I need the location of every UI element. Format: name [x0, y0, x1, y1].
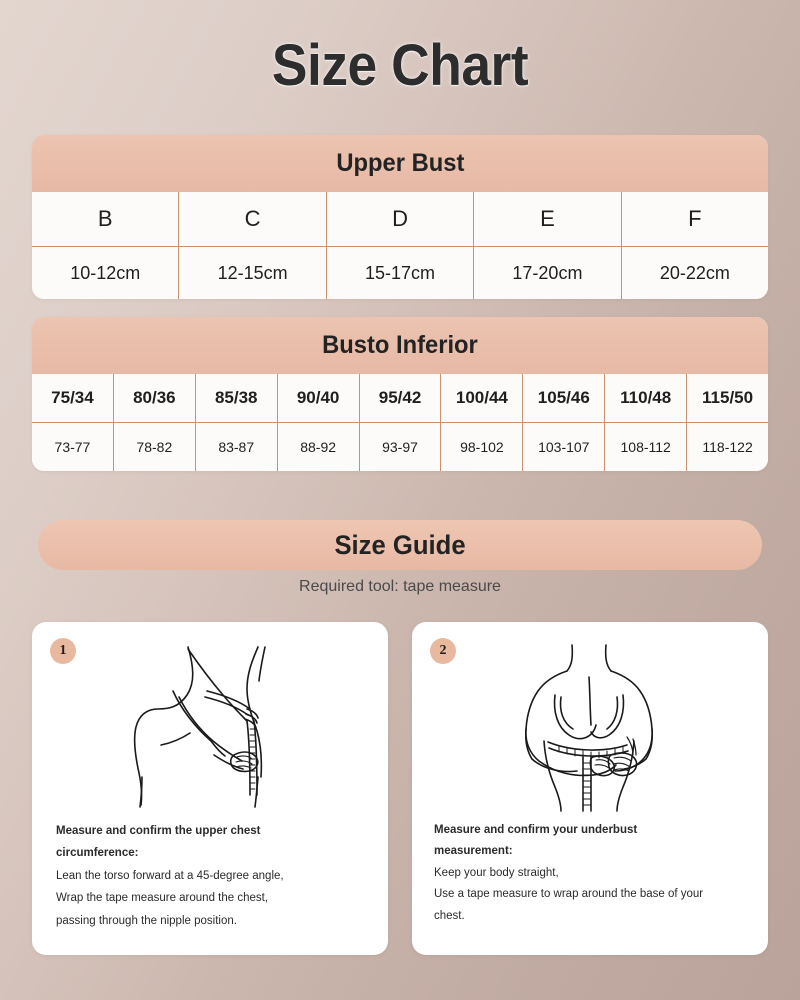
table-cell: 10-12cm — [32, 247, 179, 299]
step-1-heading-line-1: Measure and confirm the upper chest — [56, 825, 261, 837]
table-header-cell: 85/38 — [196, 374, 278, 422]
step-2-body-line-1: Keep your body straight, — [434, 866, 559, 879]
step-1-text — [56, 820, 368, 932]
table-cell: 83-87 — [196, 423, 278, 471]
table-header-cell: 90/40 — [278, 374, 360, 422]
table-header-cell: F — [622, 192, 768, 246]
step-2-body-line-2: Use a tape measure to wrap around the base of your — [434, 888, 704, 901]
table-header-cell: D — [327, 192, 474, 246]
torso-side-view-tape-measure-icon — [32, 634, 388, 819]
busto-inferior-banner — [32, 317, 768, 374]
step-2-heading-line-2: measurement: — [434, 845, 513, 858]
step-2-text — [434, 820, 754, 927]
table-cell: 88-92 — [278, 423, 360, 471]
table-header-cell: 105/46 — [523, 374, 605, 422]
step-1-body-line-3: passing through the nipple position. — [56, 914, 237, 927]
busto-inferior-value-row — [32, 422, 768, 471]
step-1-heading-line-2: circumference: — [56, 847, 139, 860]
table-cell: 15-17cm — [327, 247, 474, 299]
table-header-cell: 100/44 — [441, 374, 523, 422]
table-cell: 108-112 — [605, 423, 687, 471]
table-header-cell: B — [32, 192, 179, 246]
step-1-body-line-1: Lean the torso forward at a 45-degree angle, — [56, 869, 284, 882]
table-header-cell: 95/42 — [360, 374, 442, 422]
upper-bust-value-row — [32, 246, 768, 299]
table-cell: 73-77 — [32, 423, 114, 471]
upper-bust-header-row — [32, 192, 768, 246]
table-cell: 17-20cm — [474, 247, 621, 299]
table-header-cell: C — [179, 192, 326, 246]
upper-bust-banner — [32, 135, 768, 192]
table-cell: 12-15cm — [179, 247, 326, 299]
table-cell: 118-122 — [687, 423, 768, 471]
size-guide-banner — [38, 520, 762, 570]
upper-bust-table — [32, 135, 768, 299]
step-2-body-line-3: chest. — [434, 909, 465, 922]
table-cell: 98-102 — [441, 423, 523, 471]
table-cell: 20-22cm — [622, 247, 768, 299]
step-2-heading-line-1: Measure and confirm your underbust — [434, 824, 638, 836]
busto-inferior-banner-label: Busto Inferior — [322, 331, 478, 359]
table-header-cell: 80/36 — [114, 374, 196, 422]
step-card-2 — [412, 622, 768, 955]
table-cell: 93-97 — [360, 423, 442, 471]
step-card-1 — [32, 622, 388, 955]
table-header-cell: 75/34 — [32, 374, 114, 422]
size-guide-banner-label: Size Guide — [334, 530, 466, 560]
size-guide-subtitle: Required tool: tape measure — [299, 578, 501, 595]
table-header-cell: E — [474, 192, 621, 246]
table-cell: 103-107 — [523, 423, 605, 471]
upper-bust-banner-label: Upper Bust — [335, 149, 464, 177]
busto-inferior-table — [32, 317, 768, 471]
step-number-badge: 2 — [430, 638, 456, 664]
table-cell: 78-82 — [114, 423, 196, 471]
page-title: Size Chart — [271, 33, 529, 98]
torso-front-view-tape-measure-icon — [412, 634, 768, 819]
table-header-cell: 115/50 — [687, 374, 768, 422]
busto-inferior-header-row — [32, 374, 768, 422]
step-1-body-line-2: Wrap the tape measure around the chest, — [56, 892, 269, 905]
step-number-badge: 1 — [50, 638, 76, 664]
table-header-cell: 110/48 — [605, 374, 687, 422]
